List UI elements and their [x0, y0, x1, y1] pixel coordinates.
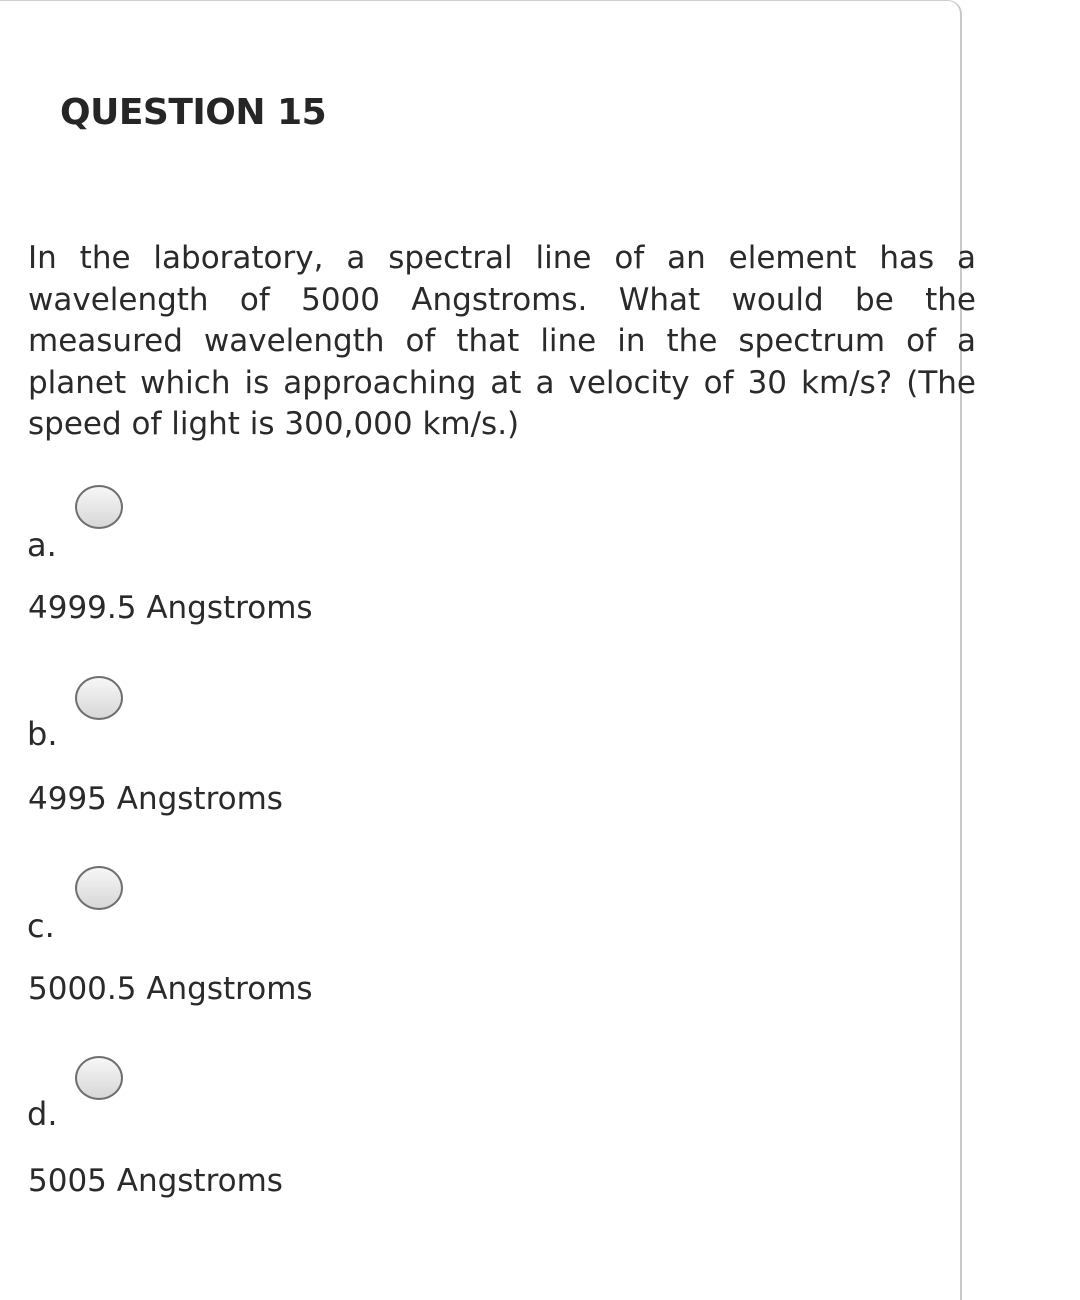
question-title: QUESTION 15 — [60, 92, 327, 133]
option-d-label[interactable]: 5005 Angstroms — [28, 1163, 283, 1199]
option-d-radio[interactable] — [75, 1056, 123, 1100]
question-text: In the laboratory, a spectral line of an element has a wavelength of 5000 Angstroms. What would be the measured wavelength of that line in the spectrum of a planet which is approaching at a velocity of 30 km/s? (The speed of light is 300,000 km/s.) — [28, 240, 976, 442]
option-b-radio[interactable] — [75, 676, 123, 720]
option-a-radio[interactable] — [75, 485, 123, 529]
option-b-letter: b. — [27, 715, 58, 753]
option-a-label[interactable]: 4999.5 Angstroms — [28, 590, 313, 626]
option-c-radio[interactable] — [75, 866, 123, 910]
option-c-letter: c. — [27, 907, 55, 945]
option-b-label[interactable]: 4995 Angstroms — [28, 781, 283, 817]
option-c-label[interactable]: 5000.5 Angstroms — [28, 971, 313, 1007]
option-a-letter: a. — [27, 526, 57, 564]
option-d-letter: d. — [27, 1095, 58, 1133]
